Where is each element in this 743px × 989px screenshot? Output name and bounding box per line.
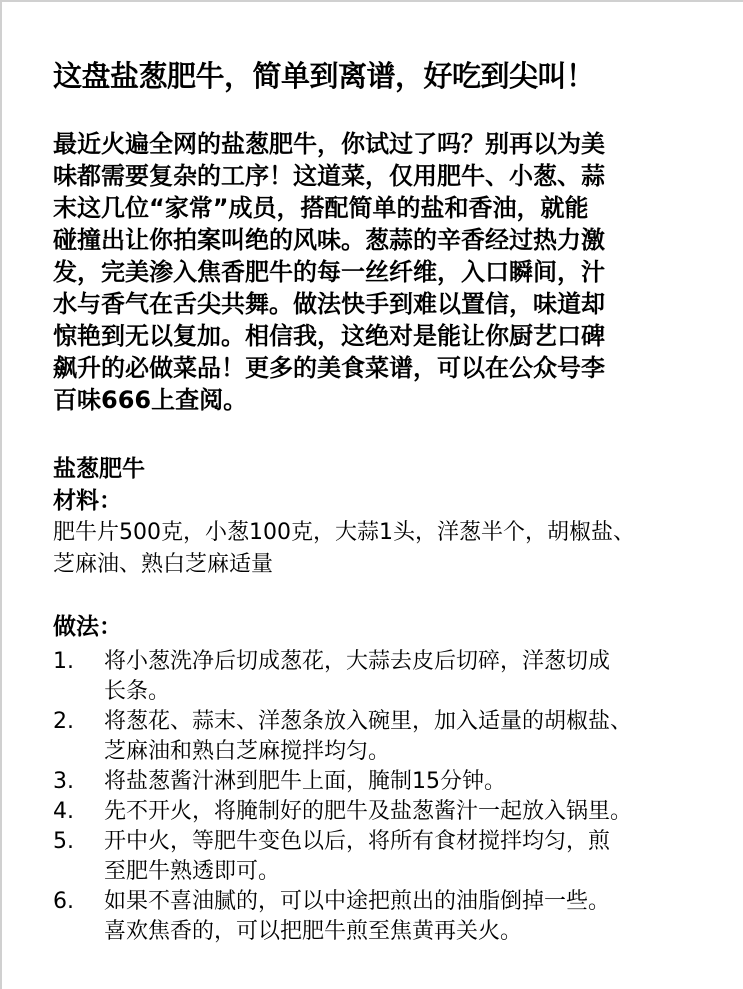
step-number: 3. <box>53 769 74 794</box>
step-line: 先不开火，将腌制好的肥牛及盐葱酱汁一起放入锅里。 <box>104 799 633 824</box>
step-number: 5. <box>53 829 74 854</box>
intro-line: 末这几位“家常”成员，搭配简单的盐和香油，就能 <box>53 194 589 222</box>
step-line: 至肥牛熟透即可。 <box>104 859 281 884</box>
intro-line: 百味666上查阅。 <box>53 386 248 414</box>
step-number: 1. <box>53 649 74 674</box>
ingredients-text <box>53 517 635 581</box>
intro-line: 飙升的必做菜品！更多的美食菜谱，可以在公众号李 <box>53 354 605 382</box>
intro-line: 碰撞出让你拍案叫绝的风味。葱蒜的辛香经过热力激 <box>53 226 605 254</box>
steps-list <box>53 647 632 947</box>
intro-line: 味都需要复杂的工序！这道菜，仅用肥牛、小葱、蒜 <box>53 162 605 190</box>
step-line: 长条。 <box>104 679 171 704</box>
step-item <box>53 827 632 887</box>
step-line: 将葱花、蒜末、洋葱条放入碗里，加入适量的胡椒盐、 <box>104 709 633 734</box>
step-number: 6. <box>53 889 74 914</box>
intro-line: 水与香气在舌尖共舞。做法快手到难以置信，味道却 <box>53 290 605 318</box>
intro-paragraph <box>53 128 605 416</box>
step-line: 如果不喜油腻的，可以中途把煎出的油脂倒掉一些。 <box>104 889 611 914</box>
step-item <box>53 887 632 947</box>
intro-line: 发，完美渗入焦香肥牛的每一丝纤维，入口瞬间，汁 <box>53 258 605 286</box>
step-item <box>53 707 632 767</box>
step-line: 喜欢焦香的，可以把肥牛煎至焦黄再关火。 <box>104 919 523 944</box>
step-line: 将小葱洗净后切成葱花，大蒜去皮后切碎，洋葱切成 <box>104 649 611 674</box>
recipe-name-heading: 盐葱肥牛 <box>53 456 145 482</box>
ingredients-line: 芝麻油、熟白芝麻适量 <box>53 552 274 577</box>
method-heading: 做法： <box>53 614 122 640</box>
step-line: 芝麻油和熟白芝麻搅拌均匀。 <box>104 739 391 764</box>
step-number: 4. <box>53 799 74 824</box>
article-title: 这盘盐葱肥牛，简单到离谱，好吃到尖叫！ <box>53 59 595 93</box>
intro-line: 最近火遍全网的盐葱肥牛，你试过了吗？别再以为美 <box>53 130 605 158</box>
intro-line: 惊艳到无以复加。相信我，这绝对是能让你厨艺口碑 <box>53 322 605 350</box>
step-item <box>53 767 632 797</box>
ingredients-heading: 材料： <box>53 488 122 514</box>
step-line: 开中火，等肥牛变色以后，将所有食材搅拌均匀，煎 <box>104 829 611 854</box>
ingredients-line: 肥牛片500克，小葱100克，大蒜1头，洋葱半个，胡椒盐、 <box>53 520 635 545</box>
step-number: 2. <box>53 709 74 734</box>
step-item <box>53 647 632 707</box>
step-item <box>53 797 632 827</box>
step-line: 将盐葱酱汁淋到肥牛上面，腌制15分钟。 <box>104 769 506 794</box>
